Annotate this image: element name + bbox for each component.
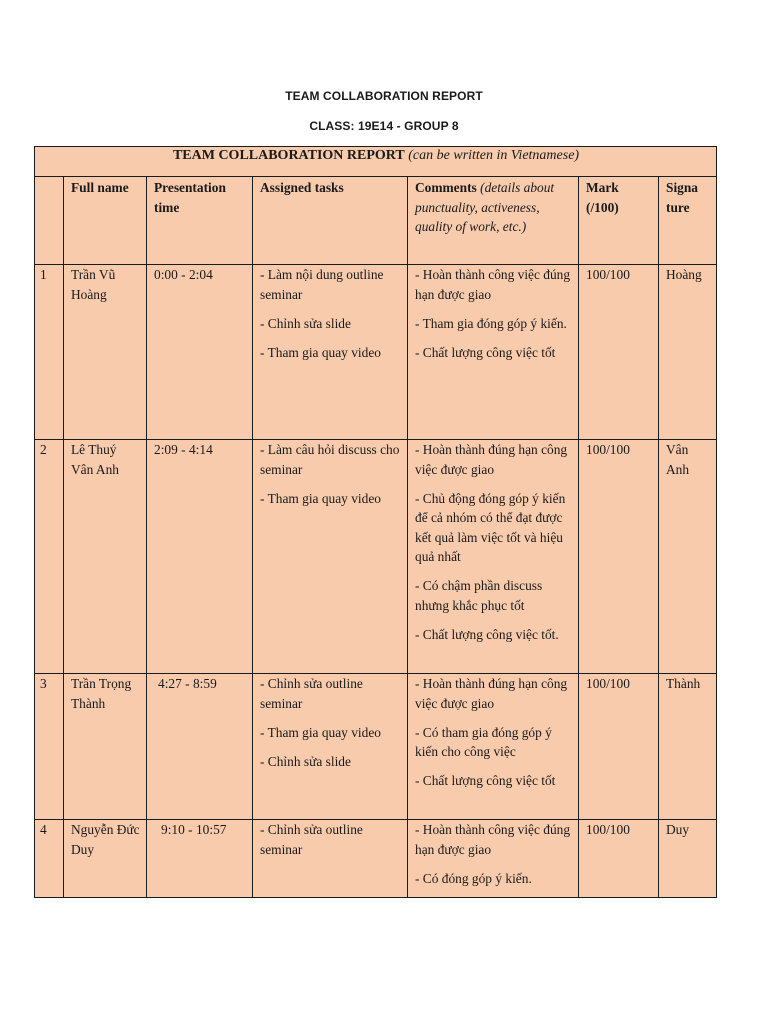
header-mark bbox=[579, 177, 659, 265]
comment-item: - Hoàn thành đúng hạn công việc được giao bbox=[415, 442, 568, 477]
member-name: Trần Trọng Thành bbox=[64, 674, 147, 820]
header-number bbox=[35, 177, 64, 265]
comment-item: - Chất lượng công việc tốt bbox=[415, 344, 556, 360]
signature: Vân Anh bbox=[659, 440, 717, 674]
header-assigned-tasks: Assigned tasks bbox=[253, 177, 408, 265]
assigned-tasks bbox=[253, 820, 408, 898]
task-item: - Chỉnh sửa slide bbox=[260, 315, 351, 331]
table-caption bbox=[35, 147, 717, 177]
header-presentation-time-line1: Presentation bbox=[154, 180, 226, 195]
comment-item: - Hoàn thành đúng hạn công việc được giao bbox=[415, 676, 568, 711]
header-mark-line1: Mark bbox=[586, 180, 619, 195]
comment-item: - Có đóng góp ý kiến. bbox=[415, 870, 532, 886]
presentation-time: 0:00 - 2:04 bbox=[147, 265, 253, 440]
comments bbox=[408, 265, 579, 440]
table-row bbox=[35, 265, 717, 440]
comment-item: - Hoàn thành công việc đúng hạn được giao bbox=[415, 267, 571, 302]
member-name: Trần Vũ Hoàng bbox=[64, 265, 147, 440]
mark: 100/100 bbox=[579, 674, 659, 820]
presentation-time: 2:09 - 4:14 bbox=[147, 440, 253, 674]
task-item: - Tham gia quay video bbox=[260, 724, 381, 740]
comment-item: - Chủ động đóng góp ý kiến để cả nhóm có thể đạt được kết quả làm việc tốt và hiệu quả nhất bbox=[415, 490, 566, 564]
task-item: - Làm câu hỏi discuss cho seminar bbox=[260, 442, 400, 477]
report-title: TEAM COLLABORATION REPORT bbox=[285, 89, 483, 103]
header-presentation-time-line2: time bbox=[154, 199, 180, 215]
table-row bbox=[35, 674, 717, 820]
table-caption-main: TEAM COLLABORATION REPORT bbox=[172, 148, 405, 163]
header-comments bbox=[408, 177, 579, 265]
mark: 100/100 bbox=[579, 440, 659, 674]
row-number: 2 bbox=[35, 440, 64, 674]
comments bbox=[408, 440, 579, 674]
header-mark-line2: (/100) bbox=[586, 199, 619, 215]
presentation-time: 4:27 - 8:59 bbox=[147, 674, 253, 820]
comments bbox=[408, 674, 579, 820]
comment-item: - Có tham gia đóng góp ý kiến cho công việc bbox=[415, 724, 552, 759]
comment-item: - Tham gia đóng góp ý kiến. bbox=[415, 315, 567, 331]
presentation-time: 9:10 - 10:57 bbox=[147, 820, 253, 898]
comment-item: - Có chậm phần discuss nhưng khắc phục tốt bbox=[415, 578, 543, 613]
row-number: 1 bbox=[35, 265, 64, 440]
header-signature bbox=[659, 177, 717, 265]
task-item: - Tham gia quay video bbox=[260, 490, 381, 506]
assigned-tasks bbox=[253, 265, 408, 440]
table-caption-note: (can be written in Vietnamese) bbox=[408, 148, 580, 163]
comment-item: - Chất lượng công việc tốt bbox=[415, 773, 556, 788]
task-item: - Chỉnh sửa slide bbox=[260, 753, 351, 769]
table-row bbox=[35, 440, 717, 674]
mark: 100/100 bbox=[579, 820, 659, 898]
task-item: - Tham gia quay video bbox=[260, 344, 381, 360]
member-name: Nguyễn Đức Duy bbox=[64, 820, 147, 898]
table-header-row bbox=[35, 177, 717, 265]
table-caption-row bbox=[35, 147, 717, 177]
table-row bbox=[35, 820, 717, 898]
header-signature-line2: ture bbox=[666, 199, 690, 215]
task-item: - Chỉnh sửa outline seminar bbox=[260, 676, 363, 711]
assigned-tasks bbox=[253, 674, 408, 820]
assigned-tasks bbox=[253, 440, 408, 674]
task-item: - Làm nội dung outline seminar bbox=[260, 267, 384, 302]
row-number: 4 bbox=[35, 820, 64, 898]
header-presentation-time bbox=[147, 177, 253, 265]
collaboration-table bbox=[34, 146, 717, 898]
task-item: - Chỉnh sửa outline seminar bbox=[260, 822, 363, 857]
comment-item: - Chất lượng công việc tốt. bbox=[415, 626, 559, 642]
member-name: Lê Thuý Vân Anh bbox=[64, 440, 147, 674]
comment-item: - Hoàn thành công việc đúng hạn được giao bbox=[415, 822, 571, 857]
header-signature-line1: Signa bbox=[666, 180, 699, 195]
mark: 100/100 bbox=[579, 265, 659, 440]
comments bbox=[408, 820, 579, 898]
header-comments-hint: (details about punctuality, activeness, quality of work, etc.) bbox=[415, 180, 555, 234]
signature: Duy bbox=[659, 820, 717, 898]
signature: Hoàng bbox=[659, 265, 717, 440]
row-number: 3 bbox=[35, 674, 64, 820]
signature: Thành bbox=[659, 674, 717, 820]
report-class-line: CLASS: 19E14 - GROUP 8 bbox=[309, 119, 459, 133]
header-comments-label: Comments bbox=[415, 180, 477, 195]
header-full-name: Full name bbox=[64, 177, 147, 265]
